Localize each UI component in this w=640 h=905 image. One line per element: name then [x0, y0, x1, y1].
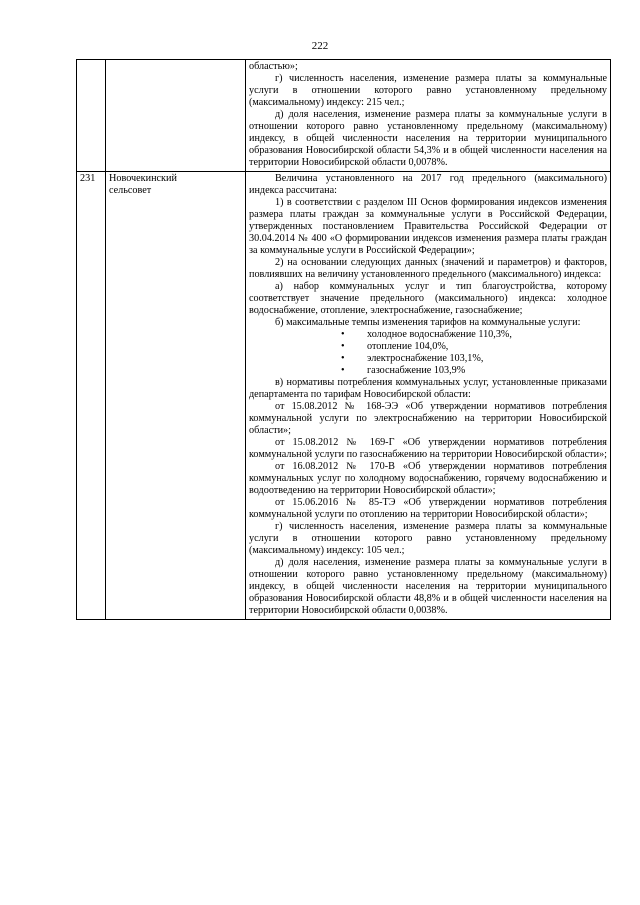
row-number-cell: 231: [77, 172, 106, 620]
paragraph: областью»;: [249, 61, 298, 72]
paragraph: г) численность населения, изменение размера платы за коммунальные услуги в отношении которого равно установленному предельному (максимальному) индексу: 105 чел.;: [249, 521, 607, 556]
index-description-cell: [246, 60, 611, 172]
tariff-index-table: [76, 59, 611, 620]
list-item-text: холодное водоснабжение 110,3%,: [367, 329, 512, 340]
bullet-icon: •: [341, 365, 345, 376]
paragraph: Величина установленного на 2017 год предельного (максимального) индекса рассчитана:: [249, 173, 607, 196]
paragraph: 1) в соответствии с разделом III Основ формирования индексов изменения размера платы граждан за коммунальные услуги в Российской Федерации, утвержденных постановлением Правительства Российской Федерации от 30.04.2014 № 400 «О формировании индексов изменения размера платы граждан за коммунальные услуги в Российской Федерации»;: [249, 197, 607, 256]
paragraph: б) максимальные темпы изменения тарифов на коммунальные услуги:: [275, 317, 581, 328]
municipality-name-line: сельсовет: [109, 185, 152, 196]
paragraph: от 15.06.2016 № 85-ТЭ «Об утверждении нормативов потребления коммунальной услуги по отоплению на территории Новосибирской области»;: [249, 497, 607, 520]
municipality-name-cell: [106, 60, 246, 172]
list-item: [341, 365, 607, 377]
table-row: [77, 60, 611, 172]
list-item-text: отопление 104,0%,: [367, 341, 449, 352]
tariff-growth-list: [249, 329, 607, 377]
index-description-cell: [246, 172, 611, 620]
bullet-icon: •: [341, 353, 345, 364]
paragraph: г) численность населения, изменение размера платы за коммунальные услуги в отношении которого равно установленному предельному (максимальному) индексу: 215 чел.;: [249, 73, 607, 108]
list-item: [341, 353, 607, 365]
bullet-icon: •: [341, 341, 345, 352]
paragraph: д) доля населения, изменение размера платы за коммунальные услуги в отношении которого равно установленному предельному (максимальному) индексу, в общей численности населения на территории муниципального образования Новосибирской области 48,8% и в общей численности населения на территории Новосибирской области 0,0038%.: [249, 557, 607, 616]
paragraph: от 16.08.2012 № 170-В «Об утверждении нормативов потребления коммунальных услуг по холодному водоснабжению, горячему водоснабжению и водоотведению на территории Новосибирской области»;: [249, 461, 607, 496]
paragraph: 2) на основании следующих данных (значений и параметров) и факторов, повлиявших на величину установленного предельного (максимального) индекса:: [249, 257, 607, 280]
list-item-text: газоснабжение 103,9%: [367, 365, 466, 376]
municipality-name-cell: [106, 172, 246, 620]
page-number: 222: [311, 40, 329, 52]
paragraph: в) нормативы потребления коммунальных услуг, установленные приказами департамента по тарифам Новосибирской области:: [249, 377, 607, 400]
paragraph: от 15.08.2012 № 169-Г «Об утверждении нормативов потребления коммунальной услуги по газоснабжению на территории Новосибирской области»;: [249, 437, 607, 460]
paragraph: от 15.08.2012 № 168-ЭЭ «Об утверждении нормативов потребления коммунальной услуги по электроснабжению на территории Новосибирской области»;: [249, 401, 607, 436]
paragraph: а) набор коммунальных услуг и тип благоустройства, которому соответствует значение предельного (максимального) индекса: холодное водоснабжение, отопление, электроснабжение, газоснабжение;: [249, 281, 607, 316]
bullet-icon: •: [341, 329, 345, 340]
table-row: [77, 172, 611, 620]
municipality-name-line: Новочекинский: [109, 173, 177, 184]
list-item-text: электроснабжение 103,1%,: [367, 353, 484, 364]
paragraph: д) доля населения, изменение размера платы за коммунальные услуги в отношении которого равно установленному предельному (максимальному) индексу, в общей численности населения на территории муниципального образования Новосибирской области 54,3% и в общей численности населения на территории Новосибирской области 0,0078%.: [249, 109, 607, 168]
list-item: [341, 341, 607, 353]
row-number-cell: [77, 60, 106, 172]
list-item: [341, 329, 607, 341]
